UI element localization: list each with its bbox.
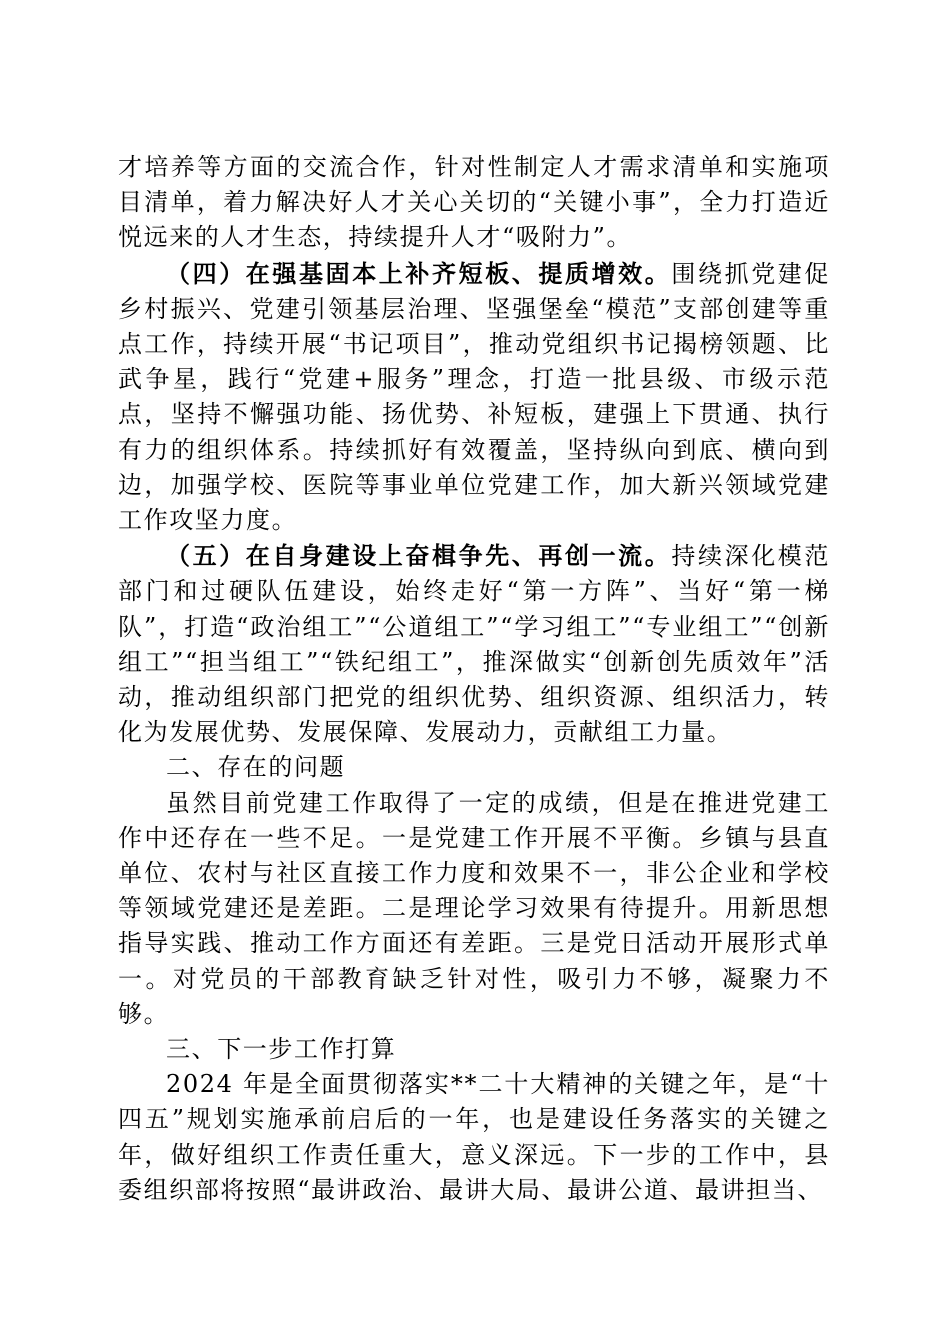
paragraph-text: 虽然目前党建工作取得了一定的成绩，但是在推进党建工作中还存在一些不足。一是党建工作开展不平衡。乡镇与县直单位、农村与社区直接工作力度和效果不一，非公企业和学校等领域党建还是差距。二是理论学习效果有待提升。用新思想指导实践、推动工作方面还有差距。三是党日活动开展形式单一。对党员的干部教育缺乏针对性，吸引力不够，凝聚力不够。	[118, 788, 830, 1028]
section-five-body: 持续深化模范部门和过硬队伍建设，始终走好“第一方阵”、当好“第一梯队”，打造“政治组工”“公道组工”“学习组工”“专业组工”“创新组工”“担当组工”“铁纪组工”，推深做实“创新创先质效年”活动，推动组织部门把党的组织优势、组织资源、组织活力，转化为发展优势、发展保障、发展动力，贡献组工力量。	[118, 542, 830, 747]
paragraph-text: 才培养等方面的交流合作，针对性制定人才需求清单和实施项目清单，着力解决好人才关心关切的“关键小事”，全力打造近悦远来的人才生态，持续提升人才“吸附力”。	[118, 153, 830, 252]
section-four-lead: （四）在强基固本上补齐短板、提质增效。	[166, 258, 672, 288]
paragraph-talent-cooperation	[118, 150, 830, 256]
paragraph-section-five	[118, 538, 830, 750]
section-five-lead: （五）在自身建设上奋楫争先、再创一流。	[166, 541, 672, 571]
heading-existing-problems: 二、存在的问题	[166, 753, 346, 782]
paragraph-section-four	[118, 256, 830, 539]
paragraph-next-steps	[118, 1067, 830, 1208]
section-four-body: 围绕抓党建促乡村振兴、党建引领基层治理、坚强堡垒“模范”支部创建等重点工作，持续开展“书记项目”，推动党组织书记揭榜领题、比武争星，践行“党建+服务”理念，打造一批县级、市级示范点，坚持不懈强功能、扬优势、补短板，建强上下贯通、执行有力的组织体系。持续抓好有效覆盖，坚持纵向到底、横向到边，加强学校、医院等事业单位党建工作，加大新兴领域党建工作攻坚力度。	[118, 259, 830, 535]
paragraph-text: 2024 年是全面贯彻落实**二十大精神的关键之年，是“十四五”规划实施承前启后的一年，也是建设任务落实的关键之年，做好组织工作责任重大，意义深远。下一步的工作中，县委组织部将按照“最讲政治、最讲大局、最讲公道、最讲担当、	[118, 1070, 830, 1204]
document-body	[118, 150, 830, 1208]
paragraph-problems	[118, 786, 830, 1032]
heading-next-steps: 三、下一步工作打算	[166, 1035, 397, 1064]
